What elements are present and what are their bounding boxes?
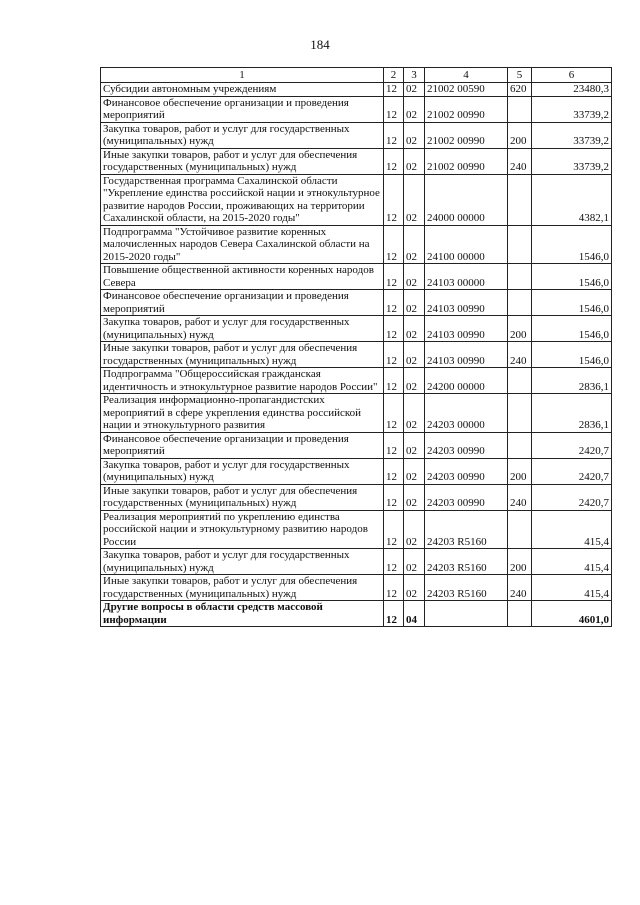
section-cell: 12 xyxy=(384,458,404,484)
name-cell: Финансовое обеспечение организации и проведения мероприятий xyxy=(101,96,384,122)
amount-cell: 4601,0 xyxy=(532,601,612,627)
name-cell: Государственная программа Сахалинской области "Укрепление единства российской нации и этнокультурное развитие народов России, проживающих на территории Сахалинской области, на 2015-2020 годы" xyxy=(101,174,384,225)
name-cell: Закупка товаров, работ и услуг для государственных (муниципальных) нужд xyxy=(101,122,384,148)
target-article-cell xyxy=(425,601,508,627)
expense-type-cell: 240 xyxy=(508,484,532,510)
expense-type-cell: 620 xyxy=(508,83,532,97)
section-cell: 12 xyxy=(384,601,404,627)
name-cell: Иные закупки товаров, работ и услуг для обеспечения государственных (муниципальных) нужд xyxy=(101,342,384,368)
amount-cell: 33739,2 xyxy=(532,122,612,148)
table-row xyxy=(101,316,612,342)
target-article-cell: 21002 00990 xyxy=(425,122,508,148)
target-article-cell: 24200 00000 xyxy=(425,368,508,394)
amount-cell: 415,4 xyxy=(532,575,612,601)
subsection-cell: 02 xyxy=(404,96,425,122)
expense-type-cell xyxy=(508,225,532,264)
amount-cell: 2420,7 xyxy=(532,484,612,510)
amount-cell: 2420,7 xyxy=(532,432,612,458)
header-cell: 4 xyxy=(425,68,508,83)
subsection-cell: 02 xyxy=(404,432,425,458)
subsection-cell: 02 xyxy=(404,458,425,484)
table-row xyxy=(101,83,612,97)
expense-type-cell xyxy=(508,368,532,394)
expense-type-cell xyxy=(508,174,532,225)
subsection-cell: 04 xyxy=(404,601,425,627)
target-article-cell: 21002 00990 xyxy=(425,148,508,174)
amount-cell: 2836,1 xyxy=(532,368,612,394)
target-article-cell: 24103 00990 xyxy=(425,290,508,316)
target-article-cell: 21002 00590 xyxy=(425,83,508,97)
amount-cell: 1546,0 xyxy=(532,225,612,264)
amount-cell: 1546,0 xyxy=(532,290,612,316)
amount-cell: 415,4 xyxy=(532,549,612,575)
expense-type-cell xyxy=(508,510,532,549)
section-cell: 12 xyxy=(384,96,404,122)
section-cell: 12 xyxy=(384,316,404,342)
table-row xyxy=(101,394,612,433)
table-row xyxy=(101,96,612,122)
expense-type-cell: 200 xyxy=(508,458,532,484)
name-cell: Субсидии автономным учреждениям xyxy=(101,83,384,97)
subsection-cell: 02 xyxy=(404,394,425,433)
name-cell: Иные закупки товаров, работ и услуг для обеспечения государственных (муниципальных) нужд xyxy=(101,484,384,510)
table-row xyxy=(101,174,612,225)
target-article-cell: 24103 00990 xyxy=(425,342,508,368)
section-cell: 12 xyxy=(384,290,404,316)
subsection-cell: 02 xyxy=(404,290,425,316)
subsection-cell: 02 xyxy=(404,368,425,394)
table-header-row xyxy=(101,68,612,83)
name-cell: Подпрограмма "Общероссийская гражданская идентичность и этнокультурное развитие народов России" xyxy=(101,368,384,394)
subsection-cell: 02 xyxy=(404,174,425,225)
subsection-cell: 02 xyxy=(404,484,425,510)
amount-cell: 2420,7 xyxy=(532,458,612,484)
name-cell: Иные закупки товаров, работ и услуг для обеспечения государственных (муниципальных) нужд xyxy=(101,575,384,601)
expense-type-cell xyxy=(508,394,532,433)
expense-type-cell xyxy=(508,264,532,290)
subsection-cell: 02 xyxy=(404,510,425,549)
subsection-cell: 02 xyxy=(404,316,425,342)
name-cell: Финансовое обеспечение организации и проведения мероприятий xyxy=(101,290,384,316)
table-row xyxy=(101,458,612,484)
table-body xyxy=(101,83,612,627)
amount-cell: 1546,0 xyxy=(532,316,612,342)
target-article-cell: 24000 00000 xyxy=(425,174,508,225)
target-article-cell: 24203 00990 xyxy=(425,458,508,484)
target-article-cell: 24103 00000 xyxy=(425,264,508,290)
table-row xyxy=(101,368,612,394)
expense-type-cell: 240 xyxy=(508,575,532,601)
expense-type-cell: 240 xyxy=(508,148,532,174)
expense-type-cell: 200 xyxy=(508,316,532,342)
target-article-cell: 24100 00000 xyxy=(425,225,508,264)
name-cell: Другие вопросы в области средств массовой информации xyxy=(101,601,384,627)
amount-cell: 33739,2 xyxy=(532,96,612,122)
section-cell: 12 xyxy=(384,174,404,225)
subsection-cell: 02 xyxy=(404,342,425,368)
name-cell: Закупка товаров, работ и услуг для государственных (муниципальных) нужд xyxy=(101,316,384,342)
target-article-cell: 24203 00990 xyxy=(425,484,508,510)
section-cell: 12 xyxy=(384,484,404,510)
target-article-cell: 24203 00000 xyxy=(425,394,508,433)
amount-cell: 415,4 xyxy=(532,510,612,549)
table-row xyxy=(101,122,612,148)
name-cell: Закупка товаров, работ и услуг для государственных (муниципальных) нужд xyxy=(101,549,384,575)
name-cell: Повышение общественной активности коренных народов Севера xyxy=(101,264,384,290)
subsection-cell: 02 xyxy=(404,225,425,264)
target-article-cell: 24203 00990 xyxy=(425,432,508,458)
amount-cell: 23480,3 xyxy=(532,83,612,97)
amount-cell: 1546,0 xyxy=(532,264,612,290)
target-article-cell: 24203 R5160 xyxy=(425,510,508,549)
section-cell: 12 xyxy=(384,342,404,368)
section-cell: 12 xyxy=(384,83,404,97)
subsection-cell: 02 xyxy=(404,264,425,290)
subsection-cell: 02 xyxy=(404,549,425,575)
header-cell: 1 xyxy=(101,68,384,83)
subsection-cell: 02 xyxy=(404,122,425,148)
amount-cell: 1546,0 xyxy=(532,342,612,368)
target-article-cell: 24203 R5160 xyxy=(425,549,508,575)
table-row xyxy=(101,510,612,549)
table-row xyxy=(101,549,612,575)
header-cell: 6 xyxy=(532,68,612,83)
budget-table xyxy=(100,67,612,627)
subsection-cell: 02 xyxy=(404,148,425,174)
section-cell: 12 xyxy=(384,148,404,174)
table-row xyxy=(101,225,612,264)
amount-cell: 2836,1 xyxy=(532,394,612,433)
amount-cell: 4382,1 xyxy=(532,174,612,225)
header-cell: 2 xyxy=(384,68,404,83)
expense-type-cell xyxy=(508,432,532,458)
target-article-cell: 24103 00990 xyxy=(425,316,508,342)
section-cell: 12 xyxy=(384,394,404,433)
expense-type-cell xyxy=(508,290,532,316)
target-article-cell: 21002 00990 xyxy=(425,96,508,122)
expense-type-cell: 200 xyxy=(508,549,532,575)
section-cell: 12 xyxy=(384,264,404,290)
name-cell: Подпрограмма "Устойчивое развитие коренных малочисленных народов Севера Сахалинской области на 2015-2020 годы" xyxy=(101,225,384,264)
table-row xyxy=(101,342,612,368)
section-cell: 12 xyxy=(384,122,404,148)
expense-type-cell: 200 xyxy=(508,122,532,148)
table-row xyxy=(101,148,612,174)
section-cell: 12 xyxy=(384,510,404,549)
table-row xyxy=(101,290,612,316)
amount-cell: 33739,2 xyxy=(532,148,612,174)
section-cell: 12 xyxy=(384,549,404,575)
section-cell: 12 xyxy=(384,432,404,458)
expense-type-cell xyxy=(508,96,532,122)
table-row xyxy=(101,432,612,458)
name-cell: Иные закупки товаров, работ и услуг для обеспечения государственных (муниципальных) нужд xyxy=(101,148,384,174)
table-row xyxy=(101,484,612,510)
target-article-cell: 24203 R5160 xyxy=(425,575,508,601)
section-cell: 12 xyxy=(384,575,404,601)
subsection-cell: 02 xyxy=(404,575,425,601)
subsection-cell: 02 xyxy=(404,83,425,97)
page-number: 184 xyxy=(310,37,330,52)
expense-type-cell xyxy=(508,601,532,627)
header-cell: 3 xyxy=(404,68,425,83)
table-row xyxy=(101,601,612,627)
expense-type-cell: 240 xyxy=(508,342,532,368)
section-cell: 12 xyxy=(384,225,404,264)
table-row xyxy=(101,575,612,601)
section-cell: 12 xyxy=(384,368,404,394)
name-cell: Реализация информационно-пропагандистских мероприятий в сфере укрепления единства российской нации и этнокультурного развития xyxy=(101,394,384,433)
name-cell: Финансовое обеспечение организации и проведения мероприятий xyxy=(101,432,384,458)
table-row xyxy=(101,264,612,290)
name-cell: Закупка товаров, работ и услуг для государственных (муниципальных) нужд xyxy=(101,458,384,484)
header-cell: 5 xyxy=(508,68,532,83)
name-cell: Реализация мероприятий по укреплению единства российской нации и этнокультурному развитию народов России xyxy=(101,510,384,549)
